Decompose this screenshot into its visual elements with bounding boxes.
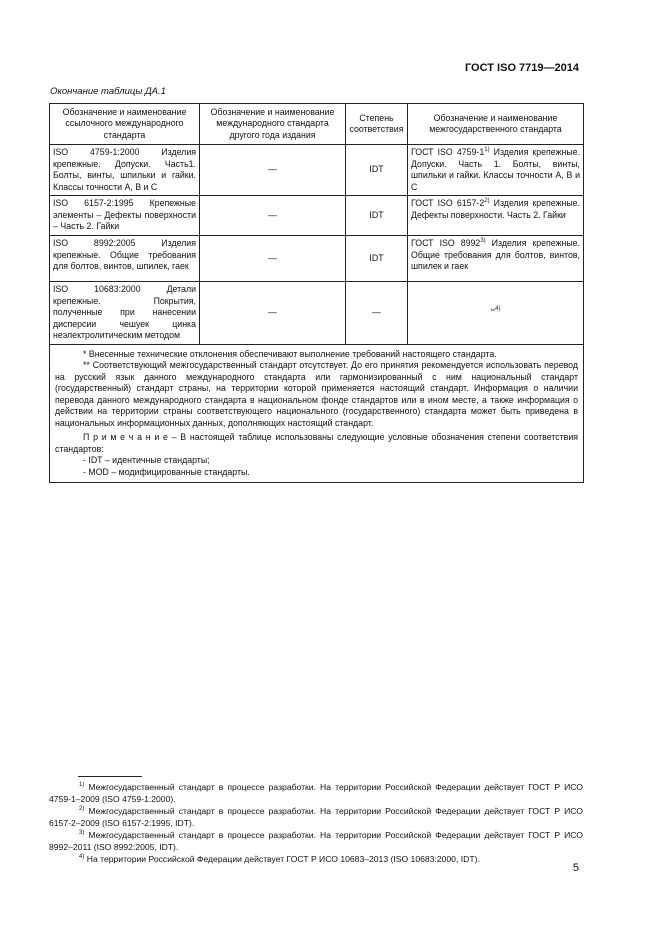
table-row [50, 236, 584, 282]
remark: П р и м е ч а н и е – В настоящей таблице использованы следующие условные обозначения степени соответствия стандартов: [55, 432, 578, 454]
interstate-standard-cell: ГОСТ ISO 8992$^{3)}$ Изделия крепежные. Общие требования для болтов, винтов, шпилек и гаек [408, 236, 584, 282]
table-row [50, 145, 584, 196]
degree-cell: IDT [346, 196, 408, 236]
header-ref-standard: Обозначение и наименование ссылочного международного стандарта [50, 104, 200, 145]
footnotes [49, 782, 583, 867]
table-row [50, 196, 584, 236]
remark-item-mod: - MOD – модифицированные стандарты. [83, 466, 250, 477]
ref-standard-cell: ISO 8992:2005 Изделия крепежные. Общие требования для болтов, винтов, шпилек, гаек [50, 236, 200, 282]
table-header-row [50, 104, 584, 145]
page-number: 5 [572, 862, 579, 874]
header-degree: Степень соответствия [346, 104, 408, 145]
footnote: $^{1)}$ Межгосударственный стандарт в процессе разработки. На территории Российской Федерации действует ГОСТ Р ИСО 4759-1–2009 (ISO 4759-1:2000). [49, 782, 583, 804]
footnote: $^{4)}$ На территории Российской Федерации действует ГОСТ Р ИСО 10683–2013 (ISO 10683:2000, IDT). [79, 854, 480, 864]
footnote: $^{2)}$ Межгосударственный стандарт в процессе разработки. На территории Российской Федерации действует ГОСТ Р ИСО 6157-2–2009 (ISO 6157-2:1995, IDT). [49, 806, 583, 828]
degree-cell: IDT [346, 236, 408, 282]
header-other-year-standard: Обозначение и наименование международного стандарта другого года издания [200, 104, 346, 145]
table-notes [50, 344, 584, 483]
footnote: $^{3)}$ Межгосударственный стандарт в процессе разработки. На территории Российской Федерации действует ГОСТ Р ИСО 8992–2011 (ISO 8992:2005, IDT). [49, 830, 583, 852]
ref-standard-cell: ISO 4759-1:2000 Изделия крепежные. Допуски. Часть1. Болты, винты, шпильки и гайки. Классы точности А, В и С [50, 145, 200, 196]
interstate-standard-cell: **$^{4)}$ [408, 282, 584, 345]
remark-item-idt: - IDT – идентичные стандарты; [83, 455, 210, 465]
other-standard-cell: — [200, 145, 346, 196]
table-row [50, 282, 584, 345]
footnote-divider [78, 776, 142, 777]
ref-standard-cell: ISO 6157-2:1995 Крепежные элементы – Дефекты поверхности – Часть 2. Гайки [50, 196, 200, 236]
other-standard-cell: — [200, 236, 346, 282]
header-interstate-standard: Обозначение и наименование межгосударственного стандарта [408, 104, 584, 145]
interstate-standard-cell: ГОСТ ISO 4759-1$^{1)}$ Изделия крепежные. Допуски. Часть 1. Болты, винты, шпильки и гайки. Классы точности А, В и С [408, 145, 584, 196]
other-standard-cell: — [200, 196, 346, 236]
other-standard-cell: — [200, 282, 346, 345]
document-id: ГОСТ ISO 7719—2014 [464, 62, 579, 74]
table-caption: Окончание таблицы ДА.1 [50, 86, 166, 97]
interstate-standard-cell: ГОСТ ISO 6157-2$^{2)}$ Изделия крепежные. Дефекты поверхности. Часть 2. Гайки [408, 196, 584, 236]
note-star2: ** Соответствующий межгосударственный стандарт отсутствует. До его принятия рекомендуется использовать перевод на русский язык данного международного стандарта или гармонизированный с ним национальный стандарт (государственный) стандарт страны, на территории которой применяется настоящий стандарт. Информация о наличии перевода данного международного стандарта в национальном фонде стандартов или в ином месте, а также информация о действии на территории страны соответствующего национального (государственного) стандарта может быть приведена в национальных информационных данных, дополняющих настоящий стандарт. [55, 360, 578, 428]
correspondence-table [49, 103, 584, 483]
note-star1: * Внесенные технические отклонения обеспечивают выполнение требований настоящего стандарта. [83, 348, 497, 359]
table-notes-row [50, 344, 584, 483]
degree-cell: — [346, 282, 408, 345]
ref-standard-cell: ISO 10683:2000 Детали крепежные. Покрытия, полученные при нанесении дисперсии чешуек цинка неэлектролитическим методом [50, 282, 200, 345]
degree-cell: IDT [346, 145, 408, 196]
